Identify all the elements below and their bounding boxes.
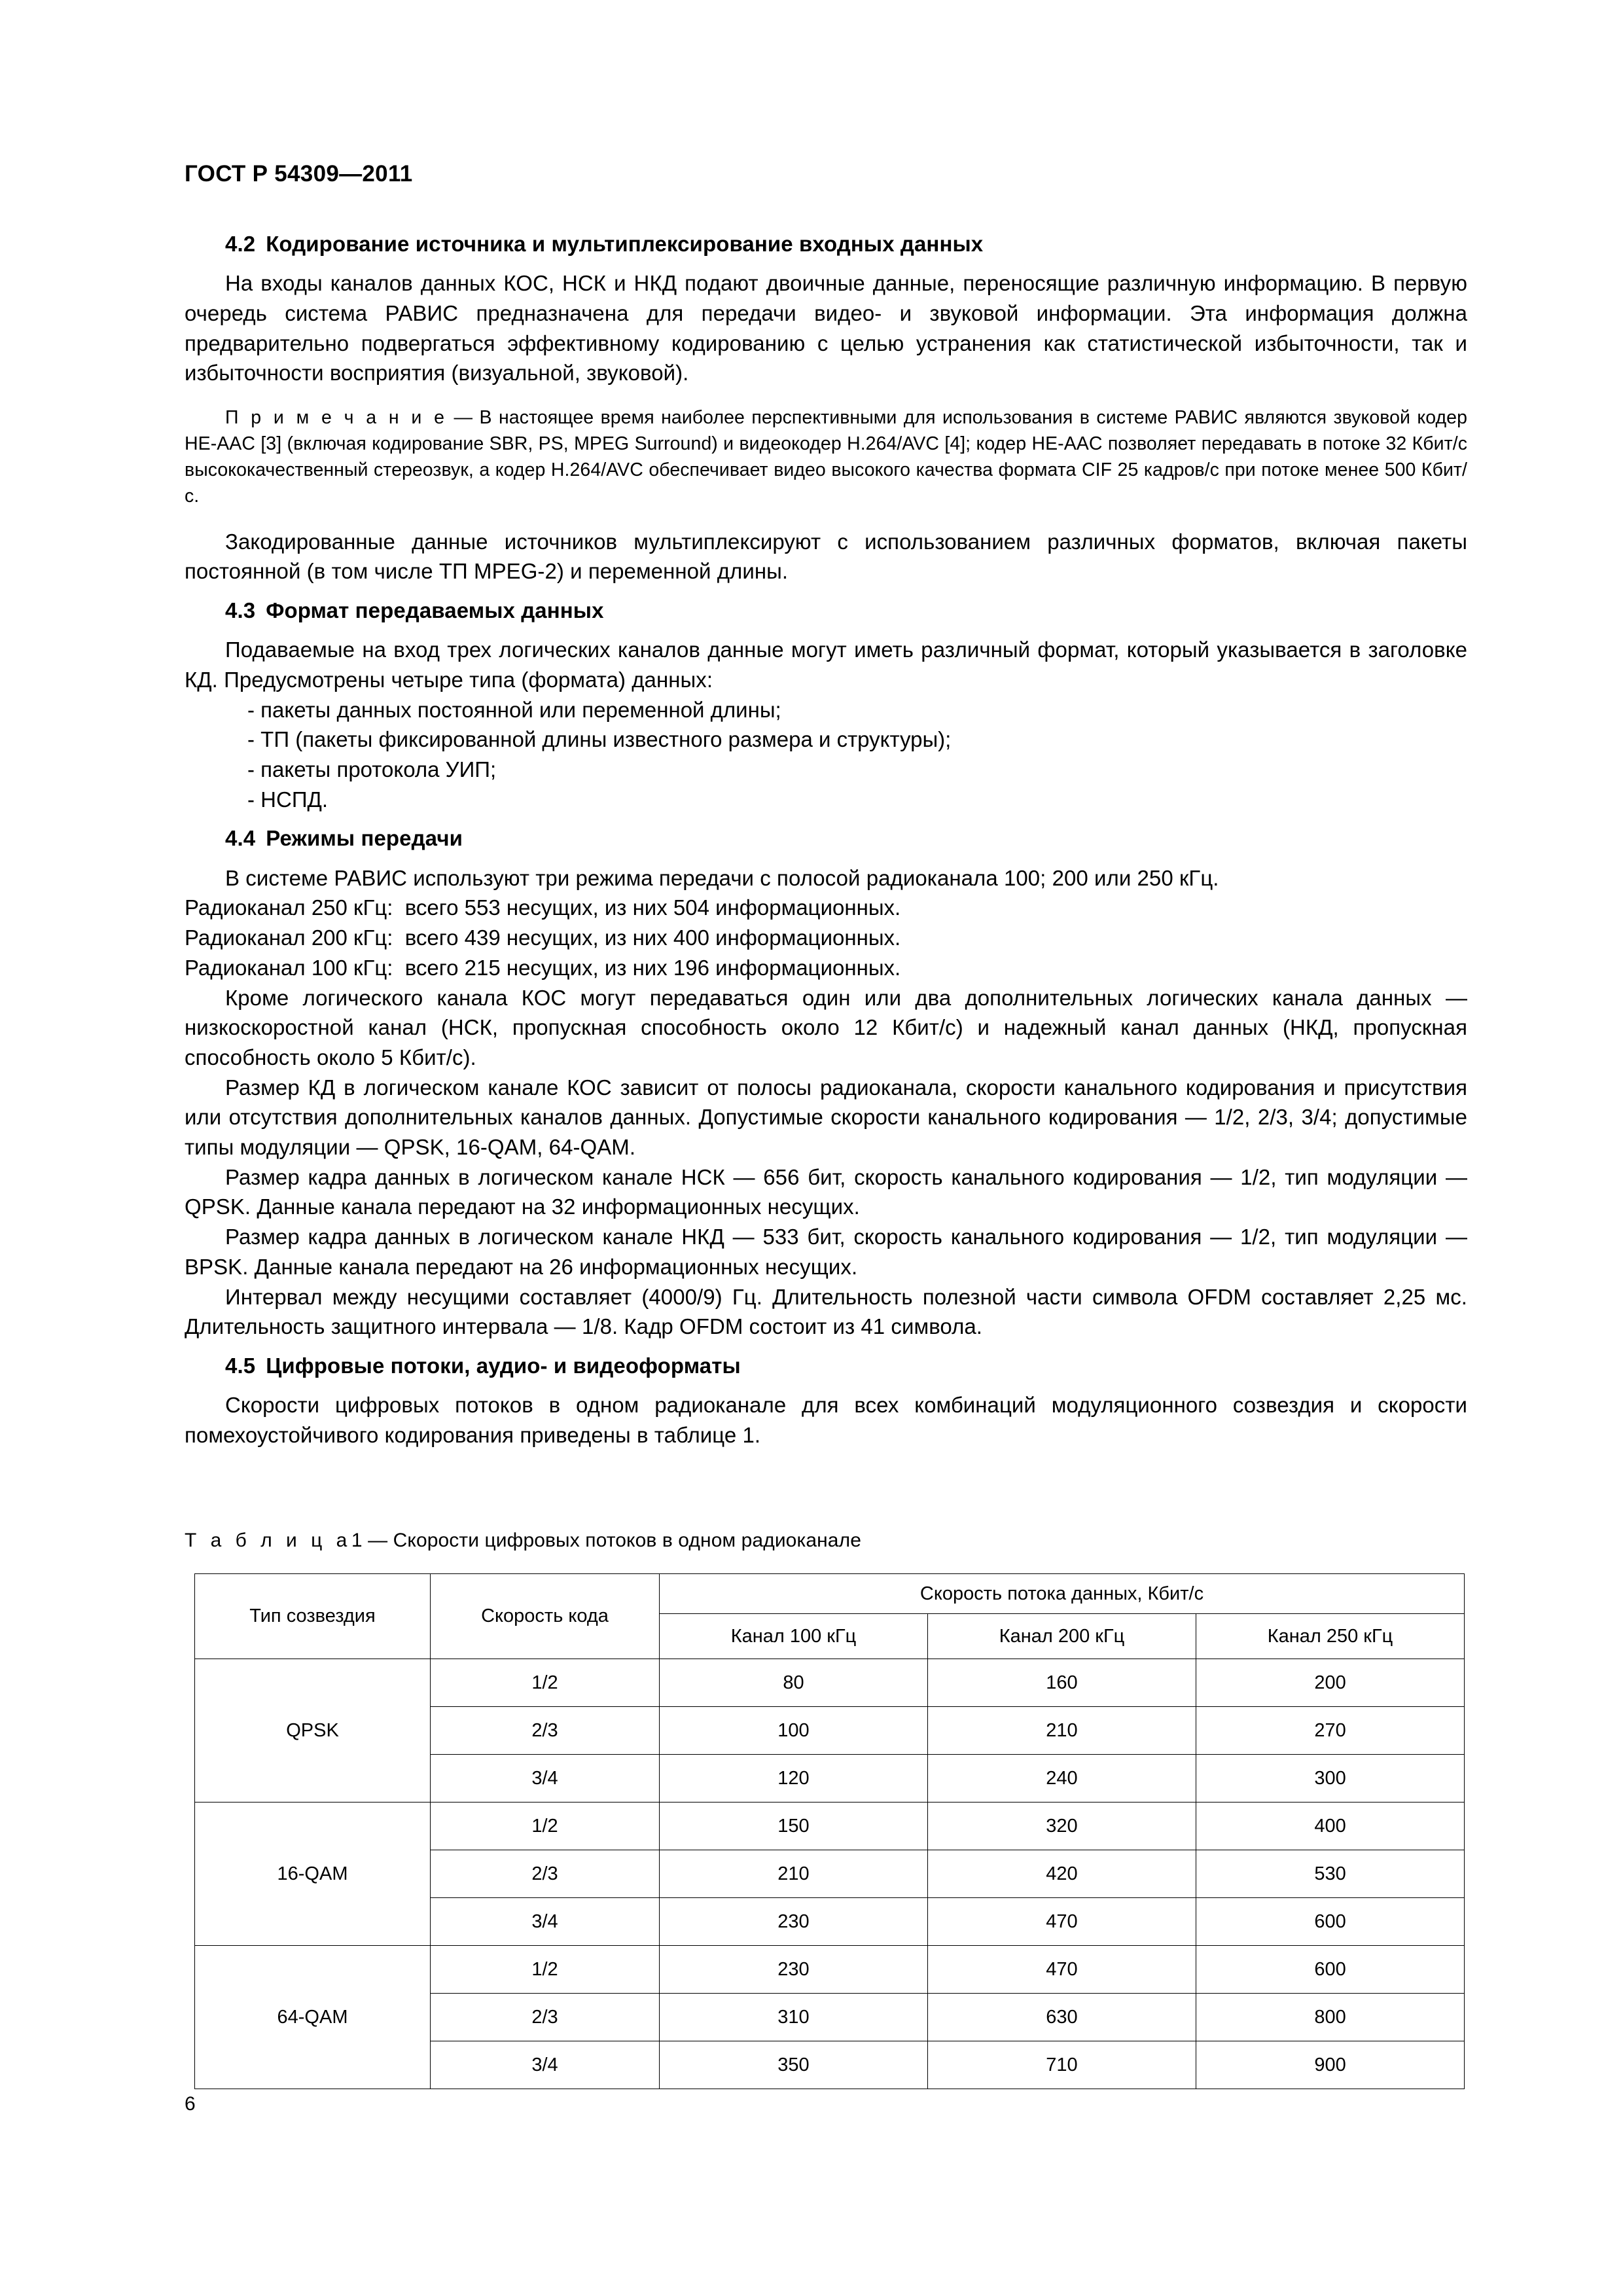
paragraph-4-4-modes: В системе РАВИС используют три режима передачи с полосой радиоканала 100; 200 или 250 кГц. xyxy=(225,865,1219,890)
paragraph-4-4-nsk-frame: Размер кадра данных в логическом канале НСК — 656 бит, скорость канального кодирования — 1/2, тип модуляции — QPSK. Данные канала передают на 32 информационных несущих. xyxy=(185,1164,1467,1219)
paragraph-4-4-nkd-frame: Размер кадра данных в логическом канале НКД — 533 бит, скорость канального кодирования — 1/2, тип модуляции — BPSK. Данные канала передают на 26 информационных несущих. xyxy=(185,1225,1467,1279)
cell-constellation-64qam: 64-QAM xyxy=(195,1946,431,2089)
section-number-4-3: 4.3 xyxy=(225,598,256,623)
cell-ch100: 80 xyxy=(660,1659,928,1707)
section-title-4-4: Режимы передачи xyxy=(266,826,463,851)
paragraph-4-5-intro: Скорости цифровых потоков в одном радиоканале для всех комбинаций модуляционного созвездия и скорости помехоустойчивого кодирования приведены в таблице 1. xyxy=(185,1393,1467,1447)
mode-line-200: Радиоканал 200 кГц: всего 439 несущих, из них 400 информационных. xyxy=(185,925,901,950)
section-heading-4-4 xyxy=(185,825,1467,852)
cell-code-rate: 3/4 xyxy=(431,2041,660,2089)
header-channel-200: Канал 200 кГц xyxy=(928,1614,1196,1659)
list-item: - НСПД. xyxy=(247,787,329,812)
table-row xyxy=(195,1946,1465,1994)
note-text: — В настоящее время наиболее перспективными для использования в системе РАВИС являются звуковой кодер HE-AAC [3] (включая кодирование SBR, PS, MPEG Surround) и видеокодер H.264/AVC [4]; кодер HE-AAC позволяет передавать в потоке 32 Кбит/с высококачественный стереозвук, а кодер H.264/AVC обеспечивает видео высокого качества формата CIF 25 кадров/с при потоке менее 500 Кбит/с. xyxy=(185,407,1467,507)
cell-ch200: 420 xyxy=(928,1850,1196,1898)
table-caption-text: — Скорости цифровых потоков в одном радиоканале xyxy=(368,1530,861,1551)
spacer xyxy=(185,258,1467,268)
cell-ch200: 710 xyxy=(928,2041,1196,2089)
page-number: 6 xyxy=(185,2093,196,2115)
cell-ch100: 210 xyxy=(660,1850,928,1898)
table-header-row-top xyxy=(195,1574,1465,1614)
cell-ch100: 350 xyxy=(660,2041,928,2089)
list-item: - ТП (пакеты фиксированной длины известного размера и структуры); xyxy=(247,727,952,752)
cell-ch250: 600 xyxy=(1196,1946,1465,1994)
cell-code-rate: 2/3 xyxy=(431,1707,660,1755)
cell-code-rate: 1/2 xyxy=(431,1946,660,1994)
section-heading-4-5 xyxy=(185,1352,1467,1380)
cell-code-rate: 2/3 xyxy=(431,1994,660,2041)
section-heading-4-2 xyxy=(185,230,1467,258)
note-block xyxy=(185,405,1467,510)
cell-ch200: 240 xyxy=(928,1755,1196,1803)
cell-ch200: 160 xyxy=(928,1659,1196,1707)
list-item: - пакеты данных постоянной или переменной длины; xyxy=(247,697,781,722)
cell-ch200: 470 xyxy=(928,1946,1196,1994)
mode-line-250: Радиоканал 250 кГц: всего 553 несущих, из них 504 информационных. xyxy=(185,895,901,920)
cell-ch100: 100 xyxy=(660,1707,928,1755)
section-number-4-2: 4.2 xyxy=(225,232,256,256)
document-header-standard-id: ГОСТ Р 54309—2011 xyxy=(185,161,413,187)
cell-constellation-qpsk: QPSK xyxy=(195,1659,431,1803)
cell-ch200: 630 xyxy=(928,1994,1196,2041)
cell-ch200: 470 xyxy=(928,1898,1196,1946)
cell-ch250: 800 xyxy=(1196,1994,1465,2041)
paragraph-4-4-extra-channels: Кроме логического канала КОС могут передаваться один или два дополнительных логических канала данных — низкоскоростной канал (НСК, пропускная способность около 12 Кбит/с) и надежный канал данных (НКД, пропускная способность около 5 Кбит/с). xyxy=(185,985,1467,1069)
cell-ch250: 600 xyxy=(1196,1898,1465,1946)
cell-code-rate: 3/4 xyxy=(431,1898,660,1946)
spacer xyxy=(185,814,1467,825)
paragraph-4-3-intro: Подаваемые на вход трех логических каналов данные могут иметь различный формат, который указывается в заголовке КД. Предусмотрены четыре типа (формата) данных: xyxy=(185,637,1467,692)
spacer xyxy=(185,624,1467,635)
section-number-4-4: 4.4 xyxy=(225,826,256,851)
table-caption-label: Т а б л и ц а xyxy=(185,1530,351,1551)
cell-ch250: 900 xyxy=(1196,2041,1465,2089)
header-datarate-group: Скорость потока данных, Кбит/с xyxy=(660,1574,1465,1614)
mode-line-100: Радиоканал 100 кГц: всего 215 несущих, из них 196 информационных. xyxy=(185,955,901,980)
paragraph-4-2-multiplexing: Закодированные данные источников мультиплексируют с использованием различных форматов, включая пакеты постоянной (в том числе ТП MPEG-2) и переменной длины. xyxy=(185,529,1467,584)
cell-ch100: 230 xyxy=(660,1946,928,1994)
table-caption-number: 1 xyxy=(351,1530,363,1551)
header-channel-100: Канал 100 кГц xyxy=(660,1614,928,1659)
spacer xyxy=(185,510,1467,527)
digital-stream-rates-table xyxy=(194,1573,1465,2089)
cell-code-rate: 2/3 xyxy=(431,1850,660,1898)
note-label: П р и м е ч а н и е xyxy=(225,407,448,429)
cell-ch250: 400 xyxy=(1196,1803,1465,1850)
cell-ch100: 310 xyxy=(660,1994,928,2041)
spacer xyxy=(185,1380,1467,1390)
cell-ch200: 320 xyxy=(928,1803,1196,1850)
table-body xyxy=(195,1659,1465,2089)
section-number-4-5: 4.5 xyxy=(225,1353,256,1378)
table-head xyxy=(195,1574,1465,1659)
cell-ch250: 530 xyxy=(1196,1850,1465,1898)
spacer xyxy=(185,388,1467,405)
cell-ch100: 230 xyxy=(660,1898,928,1946)
spacer xyxy=(185,586,1467,597)
section-title-4-5: Цифровые потоки, аудио- и видеоформаты xyxy=(266,1353,741,1378)
cell-ch250: 200 xyxy=(1196,1659,1465,1707)
cell-ch100: 150 xyxy=(660,1803,928,1850)
cell-ch250: 270 xyxy=(1196,1707,1465,1755)
table-row xyxy=(195,1659,1465,1707)
header-code-rate: Скорость кода xyxy=(431,1574,660,1659)
spacer xyxy=(185,853,1467,863)
section-title-4-2: Кодирование источника и мультиплексирование входных данных xyxy=(266,232,984,256)
data-format-list xyxy=(185,695,1467,815)
radio-channel-mode-lines xyxy=(185,893,1467,982)
document-body xyxy=(185,230,1467,1450)
table-row xyxy=(195,1803,1465,1850)
table-caption xyxy=(185,1530,861,1552)
cell-ch200: 210 xyxy=(928,1707,1196,1755)
cell-ch100: 120 xyxy=(660,1755,928,1803)
section-title-4-3: Формат передаваемых данных xyxy=(266,598,604,623)
cell-code-rate: 1/2 xyxy=(431,1659,660,1707)
paragraph-4-4-kd-size: Размер КД в логическом канале КОС зависит от полосы радиоканала, скорости канального кодирования и присутствия или отсутствия дополнительных каналов данных. Допустимые скорости канального кодирования — 1/2, 2/3, 3/4; допустимые типы модуляции — QPSK, 16-QAM, 64-QAM. xyxy=(185,1075,1467,1160)
paragraph-4-2-intro: На входы каналов данных КОС, НСК и НКД подают двоичные данные, переносящие различную информацию. В первую очередь система РАВИС предназначена для передачи видео- и звуковой информации. Эта информация должна предварительно подвергаться эффективному кодированию с целью устранения как статистической избыточности, так и избыточности восприятия (визуальной, звуковой). xyxy=(185,271,1467,386)
header-channel-250: Канал 250 кГц xyxy=(1196,1614,1465,1659)
paragraph-4-4-ofdm: Интервал между несущими составляет (4000/9) Гц. Длительность полезной части символа OFDM составляет 2,25 мс. Длительность защитного интервала — 1/8. Кадр OFDM состоит из 41 символа. xyxy=(185,1284,1467,1339)
spacer xyxy=(185,1342,1467,1352)
section-heading-4-3 xyxy=(185,597,1467,624)
cell-code-rate: 1/2 xyxy=(431,1803,660,1850)
header-constellation: Тип созвездия xyxy=(195,1574,431,1659)
cell-constellation-16qam: 16-QAM xyxy=(195,1803,431,1946)
cell-ch250: 300 xyxy=(1196,1755,1465,1803)
list-item: - пакеты протокола УИП; xyxy=(247,757,497,782)
cell-code-rate: 3/4 xyxy=(431,1755,660,1803)
